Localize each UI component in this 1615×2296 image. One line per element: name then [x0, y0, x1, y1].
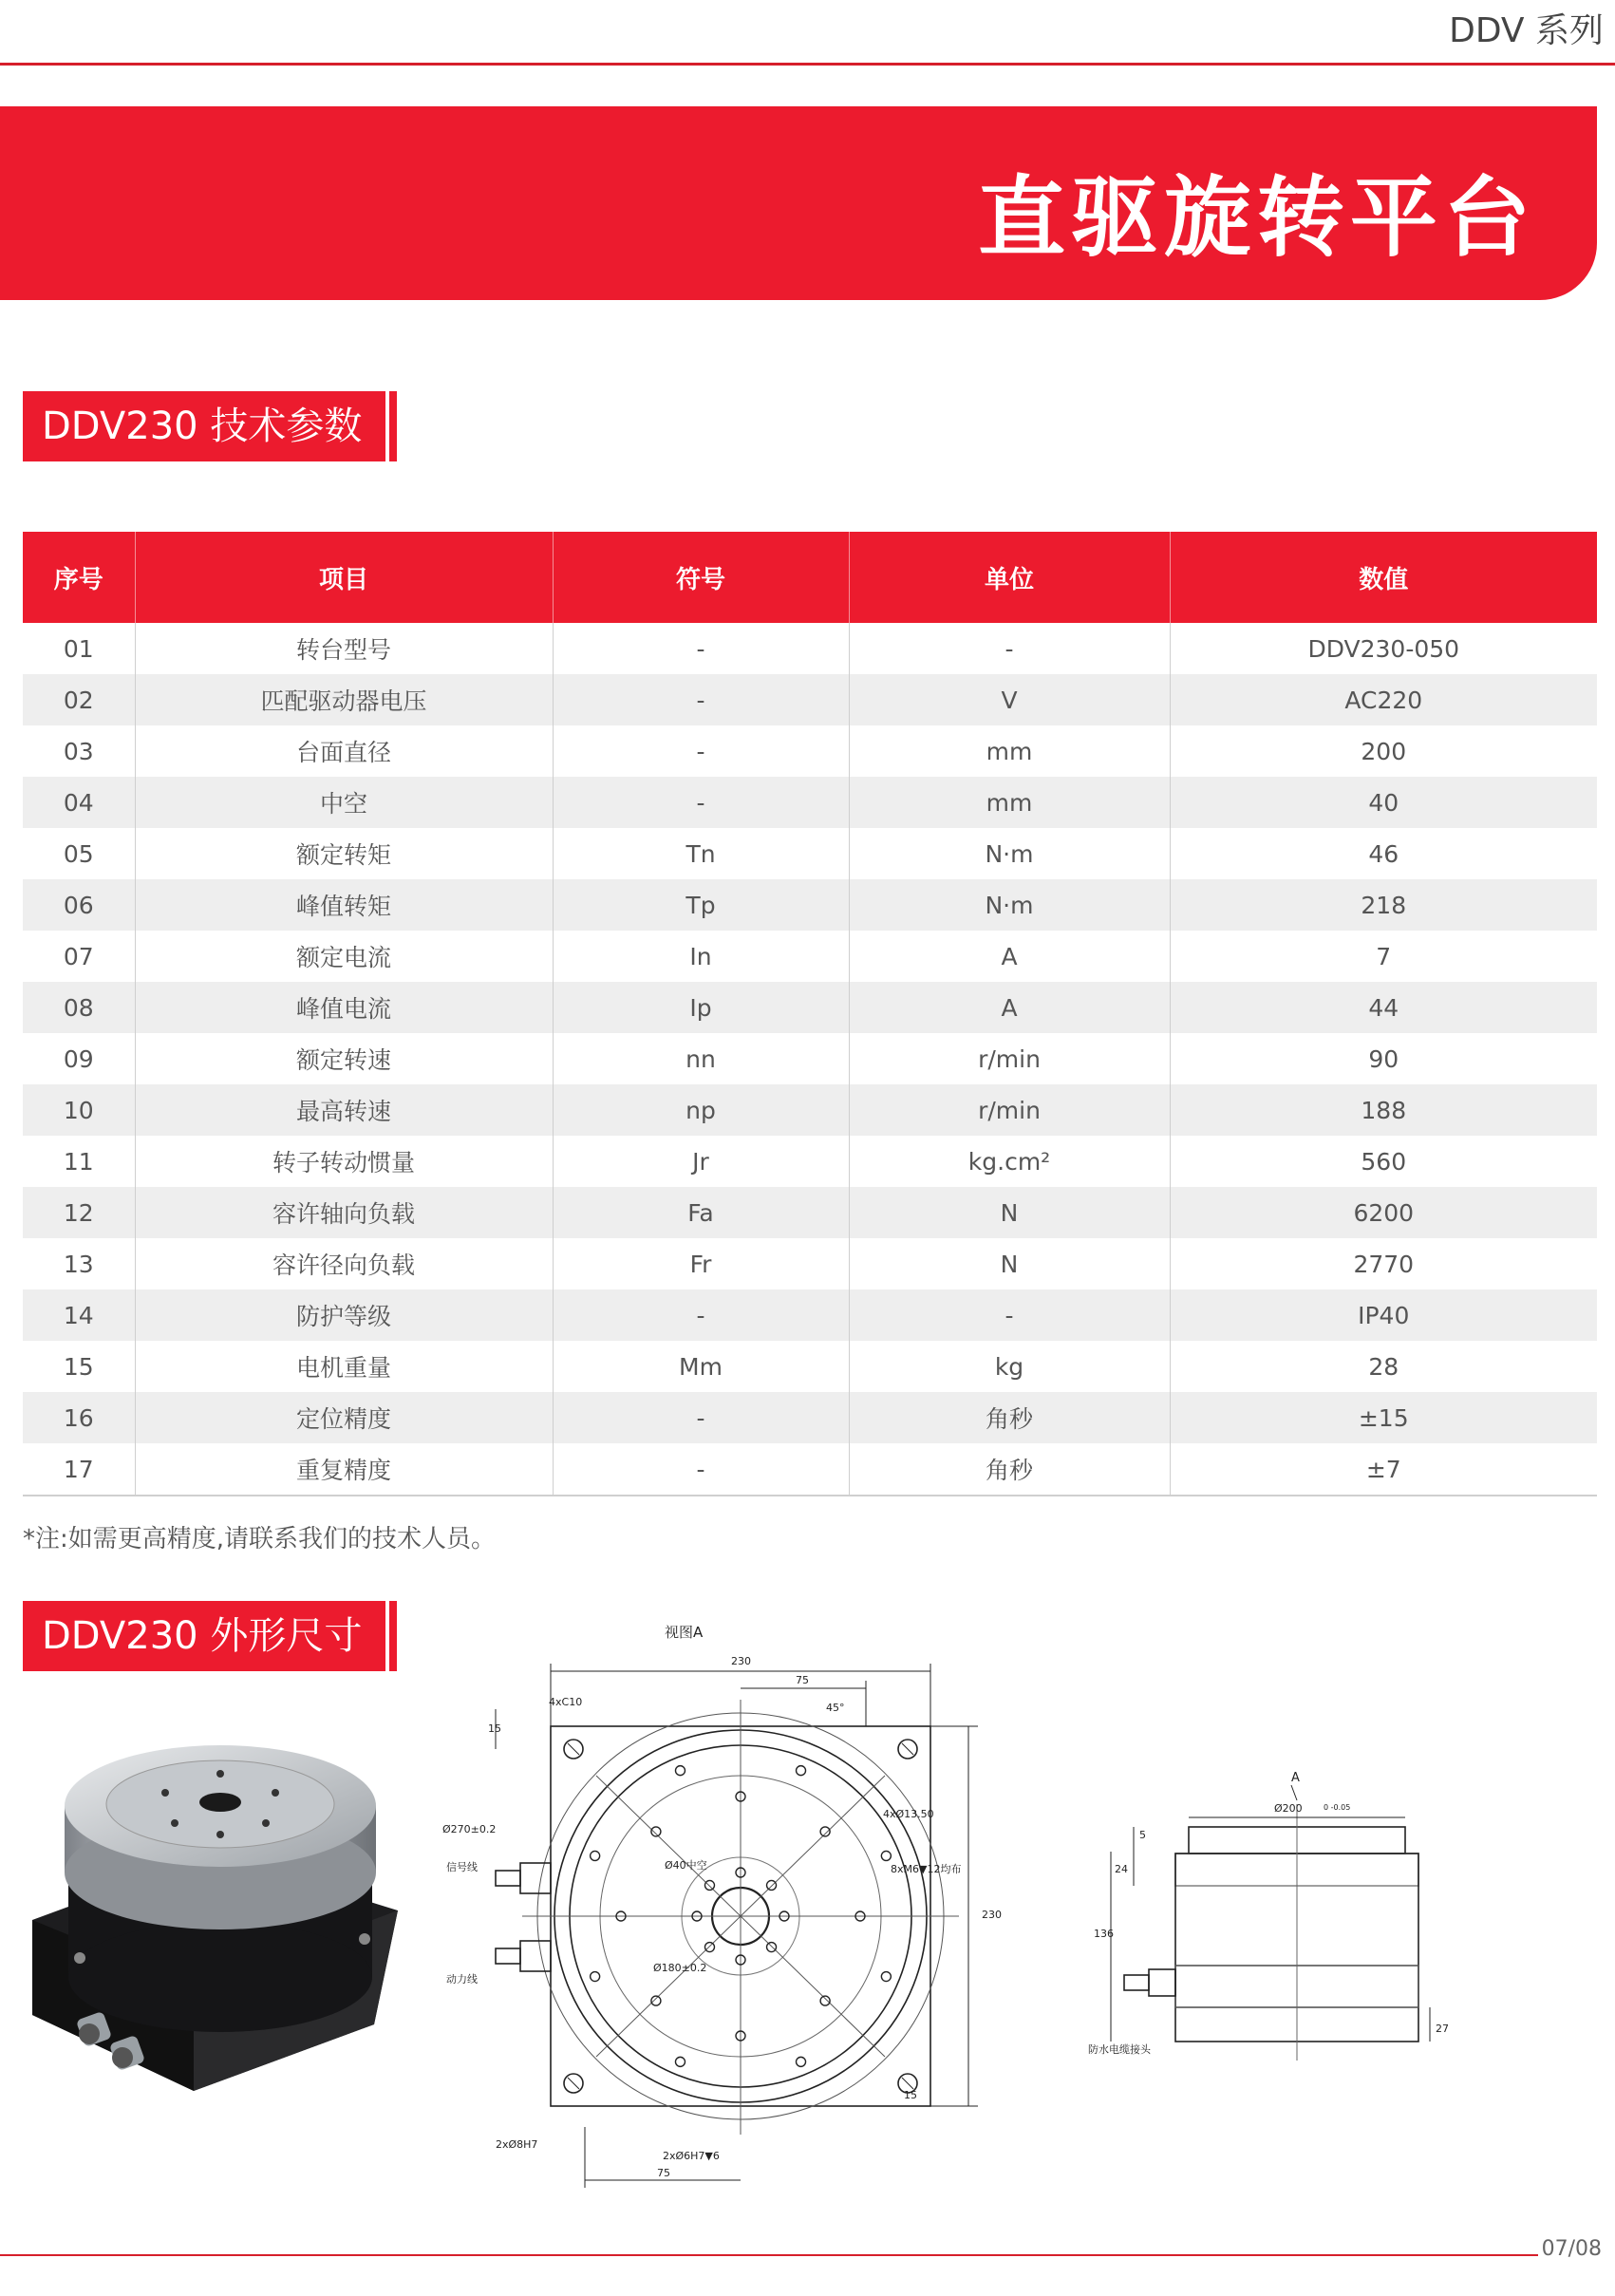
dim-h5: 5: [1139, 1829, 1146, 1841]
dim-pcd270: Ø270±0.2: [442, 1823, 497, 1835]
cell-item: 额定转矩: [135, 828, 553, 879]
section-bar-1: [378, 391, 385, 461]
header-symbol: 符号: [553, 532, 849, 623]
table-row: [23, 879, 1597, 931]
bolt-hole-ring: [881, 1851, 891, 1860]
table-row: [23, 725, 1597, 777]
cell-value: ±7: [1170, 1443, 1597, 1496]
cell-symbol: -: [553, 674, 849, 725]
bolt-hole-outer: [651, 1996, 661, 2005]
cell-item: 中空: [135, 777, 553, 828]
cell-unit: r/min: [849, 1033, 1170, 1084]
dim-pin6: 2xØ6H7▼6: [663, 2150, 720, 2162]
cell-value: IP40: [1170, 1289, 1597, 1341]
bolt-hole-ring: [675, 2057, 685, 2066]
dim-dia200: Ø200: [1274, 1802, 1303, 1815]
product-photo: [23, 1702, 412, 2100]
bolt-hole-ring: [591, 1972, 600, 1982]
cell-item: 转子转动惯量: [135, 1136, 553, 1187]
cell-symbol: Jr: [553, 1136, 849, 1187]
cell-symbol: -: [553, 725, 849, 777]
cell-index: 01: [23, 623, 135, 674]
cell-item: 匹配驱动器电压: [135, 674, 553, 725]
spec-section-title: DDV230 技术参数: [23, 391, 383, 461]
cell-index: 10: [23, 1084, 135, 1136]
bolt-hole-inner: [704, 1880, 714, 1890]
table-row: [23, 1084, 1597, 1136]
bolt-hole-ring: [881, 1972, 891, 1982]
cell-item: 额定转速: [135, 1033, 553, 1084]
section-bar-4: [389, 1601, 397, 1671]
page-title: 直驱旋转平台: [977, 167, 1536, 269]
header-index: 序号: [23, 532, 135, 623]
cell-unit: 角秒: [849, 1443, 1170, 1496]
header-unit: 单位: [849, 532, 1170, 623]
dimension-drawing: [408, 1614, 1614, 2203]
table-row: [23, 623, 1597, 674]
label-waterproof-connector: 防水电缆接头: [1088, 2043, 1151, 2056]
cell-value: 218: [1170, 879, 1597, 931]
cell-item: 转台型号: [135, 623, 553, 674]
cell-unit: A: [849, 982, 1170, 1033]
cell-value: ±15: [1170, 1392, 1597, 1443]
bolt-hole-inner: [767, 1880, 777, 1890]
title-banner: [0, 106, 1597, 300]
table-row: [23, 1341, 1597, 1392]
cell-unit: kg.cm²: [849, 1136, 1170, 1187]
bolt-hole-ring: [675, 1766, 685, 1776]
cell-value: 40: [1170, 777, 1597, 828]
table-row: [23, 1238, 1597, 1289]
cell-unit: -: [849, 623, 1170, 674]
bolt-hole-ring: [797, 1766, 806, 1776]
bolt-hole-inner: [704, 1943, 714, 1952]
cell-index: 05: [23, 828, 135, 879]
cell-index: 02: [23, 674, 135, 725]
cell-unit: N: [849, 1238, 1170, 1289]
cell-unit: mm: [849, 777, 1170, 828]
cell-symbol: Mm: [553, 1341, 849, 1392]
cell-index: 15: [23, 1341, 135, 1392]
cell-unit: A: [849, 931, 1170, 982]
cell-value: 28: [1368, 1352, 1399, 1381]
dim-15b: 15: [904, 2089, 917, 2101]
cell-index: 09: [23, 1033, 135, 1084]
cell-value: 2770: [1353, 1250, 1415, 1278]
dim-75-bottom: 75: [657, 2167, 670, 2179]
table-row: [23, 1392, 1597, 1443]
cell-symbol: Ip: [553, 982, 849, 1033]
cell-symbol: Tp: [553, 879, 849, 931]
cell-unit: kg: [849, 1341, 1170, 1392]
table-row: [23, 931, 1597, 982]
dims-section-title: DDV230 外形尺寸: [23, 1601, 383, 1671]
cell-item: 峰值电流: [135, 982, 553, 1033]
cell-item: 峰值转矩: [135, 879, 553, 931]
dim-m6: 8xM6▼12均布: [891, 1863, 962, 1875]
table-row: [23, 1033, 1597, 1084]
table-header-row: [23, 532, 1597, 623]
section-bar-3: [378, 1601, 385, 1671]
section-bar-2: [389, 391, 397, 461]
cell-value: 90: [1368, 1044, 1399, 1073]
cell-value: AC220: [1170, 674, 1597, 725]
header-value: 数值: [1170, 532, 1597, 623]
cell-symbol: In: [553, 931, 849, 982]
top-divider: [0, 63, 1615, 66]
footnote: *注:如需更高精度,请联系我们的技术人员。: [23, 1525, 497, 1553]
cell-item: 最高转速: [135, 1084, 553, 1136]
dim-pcd180: Ø180±0.2: [653, 1962, 707, 1974]
bolt-hole-ring: [591, 1851, 600, 1860]
cell-symbol: np: [553, 1084, 849, 1136]
cell-value: 188: [1170, 1084, 1597, 1136]
cell-value: DDV230-050: [1307, 634, 1460, 663]
cell-index: 04: [23, 777, 135, 828]
table-row: [23, 828, 1597, 879]
cell-value: 7: [1376, 942, 1392, 970]
cell-item: 台面直径: [135, 725, 553, 777]
cell-item: 容许径向负载: [135, 1238, 553, 1289]
cell-index: 11: [23, 1136, 135, 1187]
bottom-divider: [0, 2254, 1538, 2256]
table-row: [23, 1187, 1597, 1238]
series-label: DDV 系列: [1449, 11, 1604, 50]
cell-item: 容许轴向负载: [135, 1187, 553, 1238]
cell-symbol: -: [553, 777, 849, 828]
cell-value: 560: [1361, 1147, 1407, 1176]
cell-item: 重复精度: [135, 1443, 553, 1496]
cell-index: 14: [23, 1289, 135, 1341]
dim-h24: 24: [1115, 1863, 1128, 1875]
dim-h136: 136: [1094, 1928, 1114, 1940]
cell-index: 08: [23, 982, 135, 1033]
label-power-cable: 动力线: [446, 1973, 478, 1985]
cell-unit: -: [849, 1289, 1170, 1341]
cell-symbol: nn: [553, 1033, 849, 1084]
cell-item: 额定电流: [135, 931, 553, 982]
label-signal-cable: 信号线: [446, 1861, 478, 1873]
cell-unit: r/min: [849, 1084, 1170, 1136]
view-arrow-a: A: [1291, 1771, 1300, 1785]
bolt-hole-inner: [767, 1943, 777, 1952]
bolt-hole-outer: [820, 1996, 830, 2005]
table-row: [23, 1443, 1597, 1496]
table-row: [23, 1136, 1597, 1187]
table-row: [23, 674, 1597, 725]
cell-value: 6200: [1170, 1187, 1597, 1238]
dim-75: 75: [796, 1674, 809, 1686]
table-row: [23, 982, 1597, 1033]
dim-c10: 4xC10: [549, 1696, 583, 1708]
dim-pin8: 2xØ8H7: [496, 2138, 538, 2151]
cell-symbol: Fr: [553, 1238, 849, 1289]
dim-230-vertical: 230: [982, 1909, 1002, 1921]
header-item: 项目: [135, 532, 553, 623]
cell-index: 07: [23, 931, 135, 982]
cell-unit: N·m: [849, 879, 1170, 931]
table-row: [23, 1289, 1597, 1341]
cell-item: 电机重量: [135, 1341, 553, 1392]
dim-dia200-tol: 0 -0.05: [1324, 1803, 1351, 1812]
cell-unit: mm: [849, 725, 1170, 777]
cell-symbol: Tn: [553, 828, 849, 879]
bolt-hole-outer: [820, 1827, 830, 1836]
cell-unit: N: [849, 1187, 1170, 1238]
dim-230: 230: [731, 1655, 751, 1667]
dim-hole40: Ø40中空: [665, 1859, 707, 1872]
bolt-hole-ring: [797, 2057, 806, 2066]
cell-value: 200: [1361, 737, 1407, 765]
spec-table: [23, 532, 1597, 1496]
cell-unit: N·m: [849, 828, 1170, 879]
cell-value: 46: [1368, 839, 1399, 868]
view-label: 视图A: [665, 1624, 704, 1641]
cell-symbol: -: [553, 1443, 849, 1496]
dim-h27: 27: [1436, 2023, 1449, 2035]
dim-15: 15: [488, 1722, 501, 1735]
cell-index: 12: [23, 1187, 135, 1238]
table-row: [23, 777, 1597, 828]
cell-unit: V: [849, 674, 1170, 725]
cell-item: 定位精度: [135, 1392, 553, 1443]
cell-index: 16: [23, 1392, 135, 1443]
cell-index: 06: [23, 879, 135, 931]
cell-index: 17: [23, 1443, 135, 1496]
cell-symbol: -: [553, 1289, 849, 1341]
cell-value: 44: [1170, 982, 1597, 1033]
cell-index: 13: [23, 1238, 135, 1289]
page-number: 07/08: [1541, 2237, 1602, 2261]
dim-corner-holes: 4xØ13.50: [883, 1808, 934, 1820]
cell-symbol: -: [553, 1392, 849, 1443]
cell-index: 03: [23, 725, 135, 777]
cell-symbol: Fa: [553, 1187, 849, 1238]
cell-unit: 角秒: [849, 1392, 1170, 1443]
dim-45deg: 45°: [826, 1702, 845, 1714]
cell-item: 防护等级: [135, 1289, 553, 1341]
bolt-hole-outer: [651, 1827, 661, 1836]
cell-symbol: -: [553, 623, 849, 674]
